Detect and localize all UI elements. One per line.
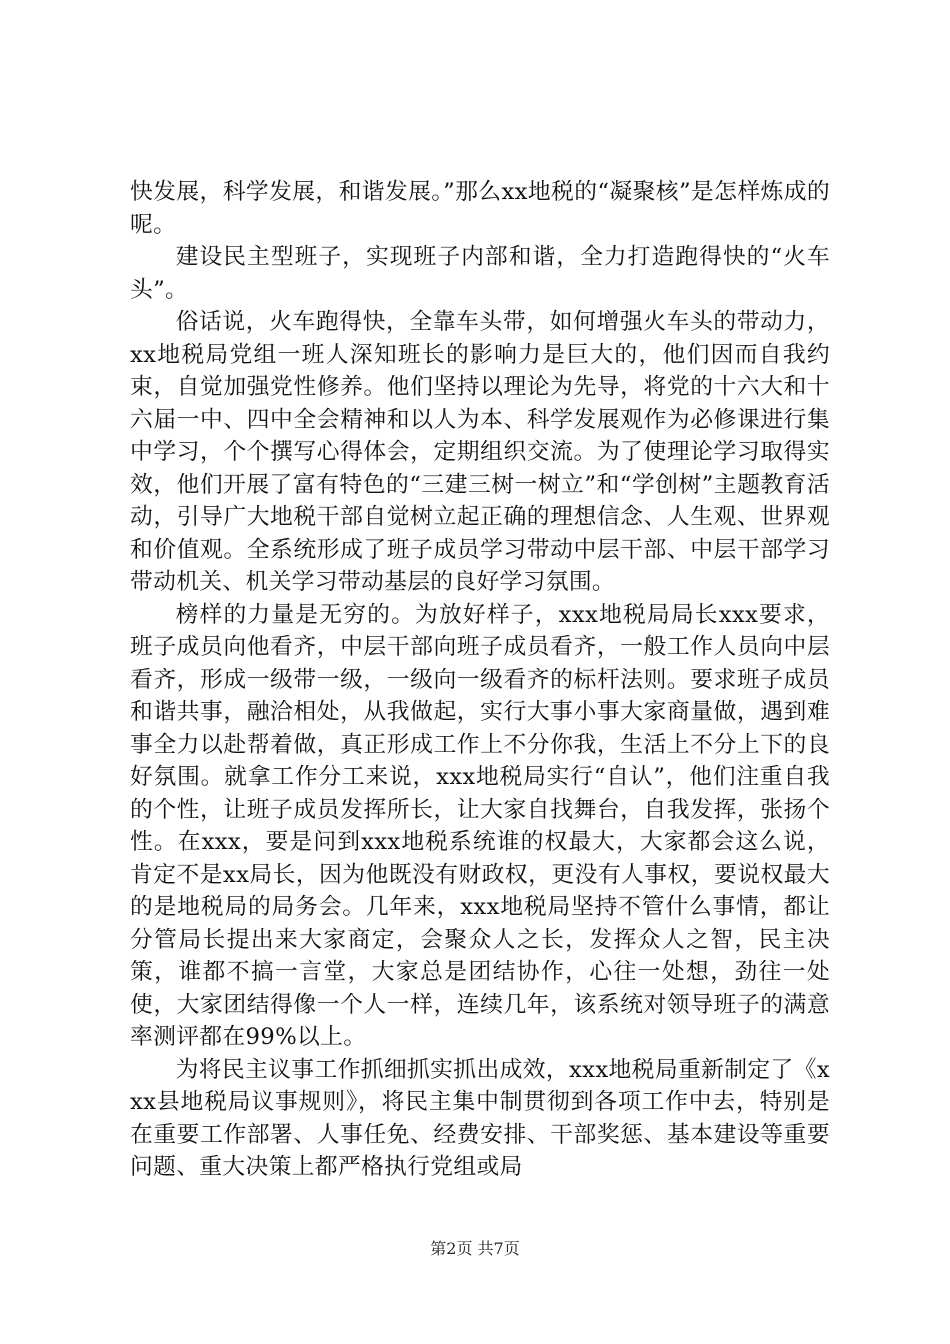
paragraph-section-heading: 建设民主型班子，实现班子内部和谐，全力打造跑得快的“火车头”。 [130,244,830,303]
page-footer: 第2页 共7页 [430,1239,520,1258]
paragraph-role-model: 榜样的力量是无穷的。为放好样子，xxx地税局局长xxx要求，班子成员向他看齐，中层干部向班子成员看齐，一般工作人员向中层看齐，形成一级带一级，一级向一级看齐的标杆法则。要求班子成员和谐共事，融洽相处，从我做起，实行大事小事大家商量做，遇到难事全力以赴帮着做，真正形成工作上不分你我，生活上不分上下的良好氛围。就拿工作分工来说，xxx地税局实行“自认”，他们注重自我的个性，让班子成员发挥所长，让大家自找舞台，自我发挥，张扬个性。在xxx，要是问到xxx地税系统谁的权最大，大家都会这么说，肯定不是xx局长，因为他既没有财政权，更没有人事权，要说权最大的是地税局的局务会。几年来，xxx地税局坚持不管什么事情，都让分管局长提出来大家商定，会聚众人之长，发挥众人之智，民主决策，谁都不搞一言堂，大家总是团结协作，心往一处想，劲往一处使，大家团结得像一个人一样，连续几年，该系统对领导班子的满意率测评都在99%以上。 [130,601,830,1050]
paragraph-continuation: 快发展，科学发展，和谐发展。”那么xx地税的“凝聚核”是怎样炼成的呢。 [130,179,830,238]
document-body [130,176,830,1184]
paragraph-democratic-rules: 为将民主议事工作抓细抓实抓出成效，xxx地税局重新制定了《xxx县地税局议事规则》，将民主集中制贯彻到各项工作中去，特别是在重要工作部署、人事任免、经费安排、干部奖惩、基本建设等重要问题、重大决策上都严格执行党组或局 [130,1056,830,1180]
paragraph-theory-study: 俗话说，火车跑得快，全靠车头带，如何增强火车头的带动力，xx地税局党组一班人深知班长的影响力是巨大的，他们因而自我约束，自觉加强党性修养。他们坚持以理论为先导，将党的十六大和十六届一中、四中全会精神和以人为本、科学发展观作为必修课进行集中学习，个个撰写心得体会，定期组织交流。为了使理论学习取得实效，他们开展了富有特色的“三建三树一树立”和“学创树”主题教育活动，引导广大地税干部自觉树立起正确的理想信念、人生观、世界观和价值观。全系统形成了班子成员学习带动中层干部、中层干部学习带动机关、机关学习带动基层的良好学习氛围。 [130,309,830,595]
